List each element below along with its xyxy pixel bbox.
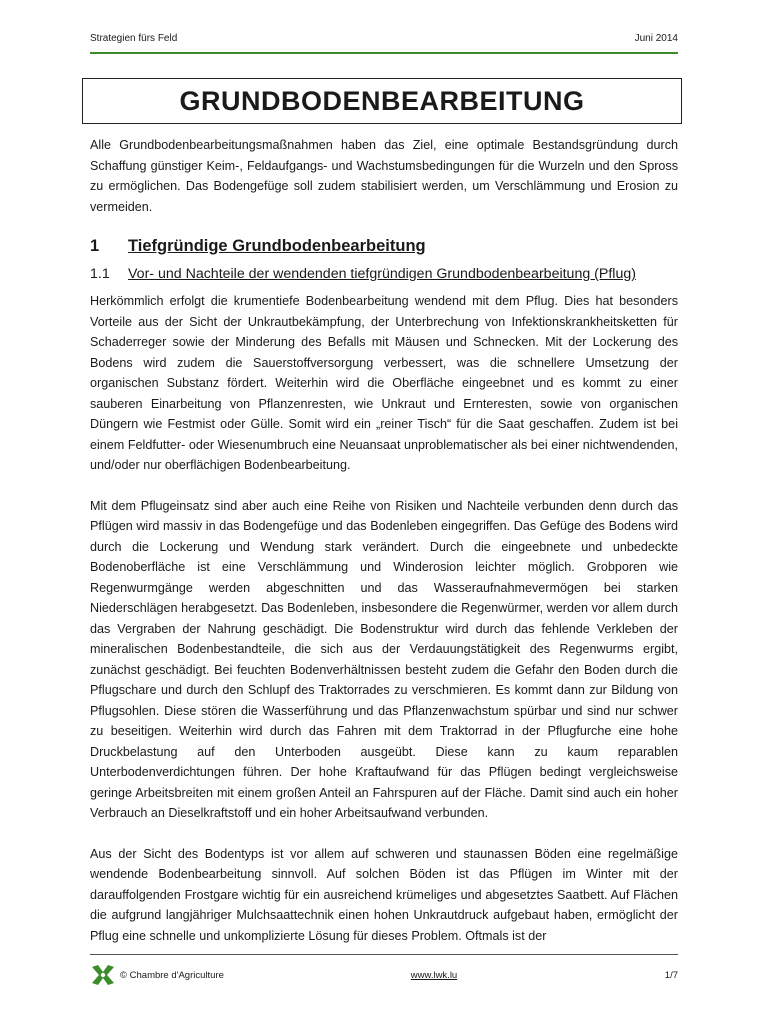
header-divider	[90, 52, 678, 54]
body-paragraph: Herkömmlich erfolgt die krumentiefe Bodenbearbeitung wendend mit dem Pflug. Dies hat besonders Vorteile aus der Sicht der Unkrautbekämpfung, der Unterbrechung von Infektionskrankheitsketten für Schaderreger sowie der Minderung des Befalls mit Mäusen und Schnecken. Mit der Lockerung des Bodens wird zudem die Sauerstoffversorgung verbessert, was die schnellere Umsetzung der organischen Substanz fördert. Weiterhin wird die Oberfläche eingeebnet und es kommt zu einer sauberen Einarbeitung von Pflanzenresten, wie Unkraut und Ernteresten, sowie von organischen Düngern wie Festmist oder Gülle. Somit wird ein „reiner Tisch“ für die Saat geschaffen. Zudem ist bei einem Feldfutter- oder Wiesenumbruch eine Neuansaat unproblematischer als bei einer nichtwendenden, und/oder nur oberflächigen Bodenbearbeitung.	[90, 294, 678, 472]
chambre-agriculture-logo-icon	[90, 963, 116, 987]
section-heading-1	[90, 235, 678, 257]
document-title: GRUNDBODENBEARBEITUNG	[179, 85, 585, 116]
body-paragraph: Mit dem Pflugeinsatz sind aber auch eine Reihe von Risiken und Nachteile verbunden denn durch das Pflügen wird massiv in das Bodengefüge und das Bodenleben eingegriffen. Das Gefüge des Bodens wird durch die Lockerung und Wendung stark verändert. Durch die eingeebnete und unbedeckte Bodenoberfläche ist eine Verschlämmung und Winderosion leichter möglich. Grobporen wie Regenwurmgänge werden abgeschnitten und das Wasseraufnahmevermögen bei starken Niederschlägen herabgesetzt. Das Bodenleben, insbesondere die Regenwürmer, werden vor allem durch das Vergraben der Nahrung geschädigt. Die Bodenstruktur wird durch das fehlende Verkleben der mineralischen Bodenbestandteile, die sich aus der Verdauungstätigkeit des Regenwurms ergibt, zunächst geschädigt. Bei feuchten Bodenverhältnissen besteht zudem die Gefahr den Boden durch die Pflugschare und durch den Schlupf des Traktorrades zu verschmieren. Es kommt dann zur Bildung von Pflugsohlen. Diese stören die Wasserführung und das Pflanzenwachstum spürbar und sind nur schwer zu beseitigen. Weiterhin wird durch das Fahren mit dem Traktorrad in der Pflugfurche eine hohe Druckbelastung auf den Unterboden ausgeübt. Diese kann zu kaum reparablen Unterbodenverdichtungen führen. Der hohe Kraftaufwand für das Pflügen bedingt vergleichsweise geringe Arbeitsbreiten mit einem großen Anteil an Fahrspuren auf der Fläche. Damit sind auch ein hoher Verbrauch an Dieselkraftstoff und ein hoher Arbeitsaufwand verbunden.	[90, 498, 678, 820]
page-number: 1/7	[664, 969, 678, 981]
page-header	[90, 33, 678, 53]
title-box	[82, 78, 682, 124]
footer-divider	[90, 954, 678, 955]
subsection-number: 1.1	[90, 266, 110, 282]
footer-website-link[interactable]: www.lwk.lu	[410, 969, 458, 981]
section-title: Tiefgründige Grundbodenbearbeitung	[128, 237, 426, 255]
header-left-text: Strategien fürs Feld	[90, 33, 178, 44]
footer-copyright: © Chambre d'Agriculture	[120, 969, 224, 981]
subsection-title: Vor- und Nachteile der wendenden tiefgründigen Grundbodenbearbeitung (Pflug)	[128, 266, 636, 282]
subsection-heading-1-1	[90, 263, 678, 285]
header-date: Juni 2014	[634, 33, 678, 44]
section-number: 1	[90, 237, 100, 255]
body-paragraph: Aus der Sicht des Bodentyps ist vor allem auf schweren und staunassen Böden eine regelmäßige wendende Bodenbearbeitung sinnvoll. Auf solchen Böden ist das Pflügen im Winter mit der darauffolgenden Frostgare wichtig für ein ausreichend krümeliges und abgesetztes Saatbett. Auf Flächen die aufgrund langjähriger Mulchsaattechnik einen hohen Unkrautdruck aufgebaut haben, ermöglicht der Pflug eine schnelle und unkomplizierte Lösung für dieses Problem. Oftmals ist der	[90, 846, 678, 943]
intro-paragraph: Alle Grundbodenbearbeitungsmaßnahmen haben das Ziel, eine optimale Bestandsgründung durch Schaffung günstiger Keim-, Feldaufgangs- und Wachstumsbedingungen für die Wurzeln und den Spross zu ermöglichen. Das Bodengefüge soll zudem stabilisiert werden, um Verschlämmung und Erosion zu vermeiden.	[90, 138, 678, 214]
page-footer	[90, 962, 678, 988]
document-body	[90, 135, 678, 946]
footer-left	[90, 963, 290, 987]
